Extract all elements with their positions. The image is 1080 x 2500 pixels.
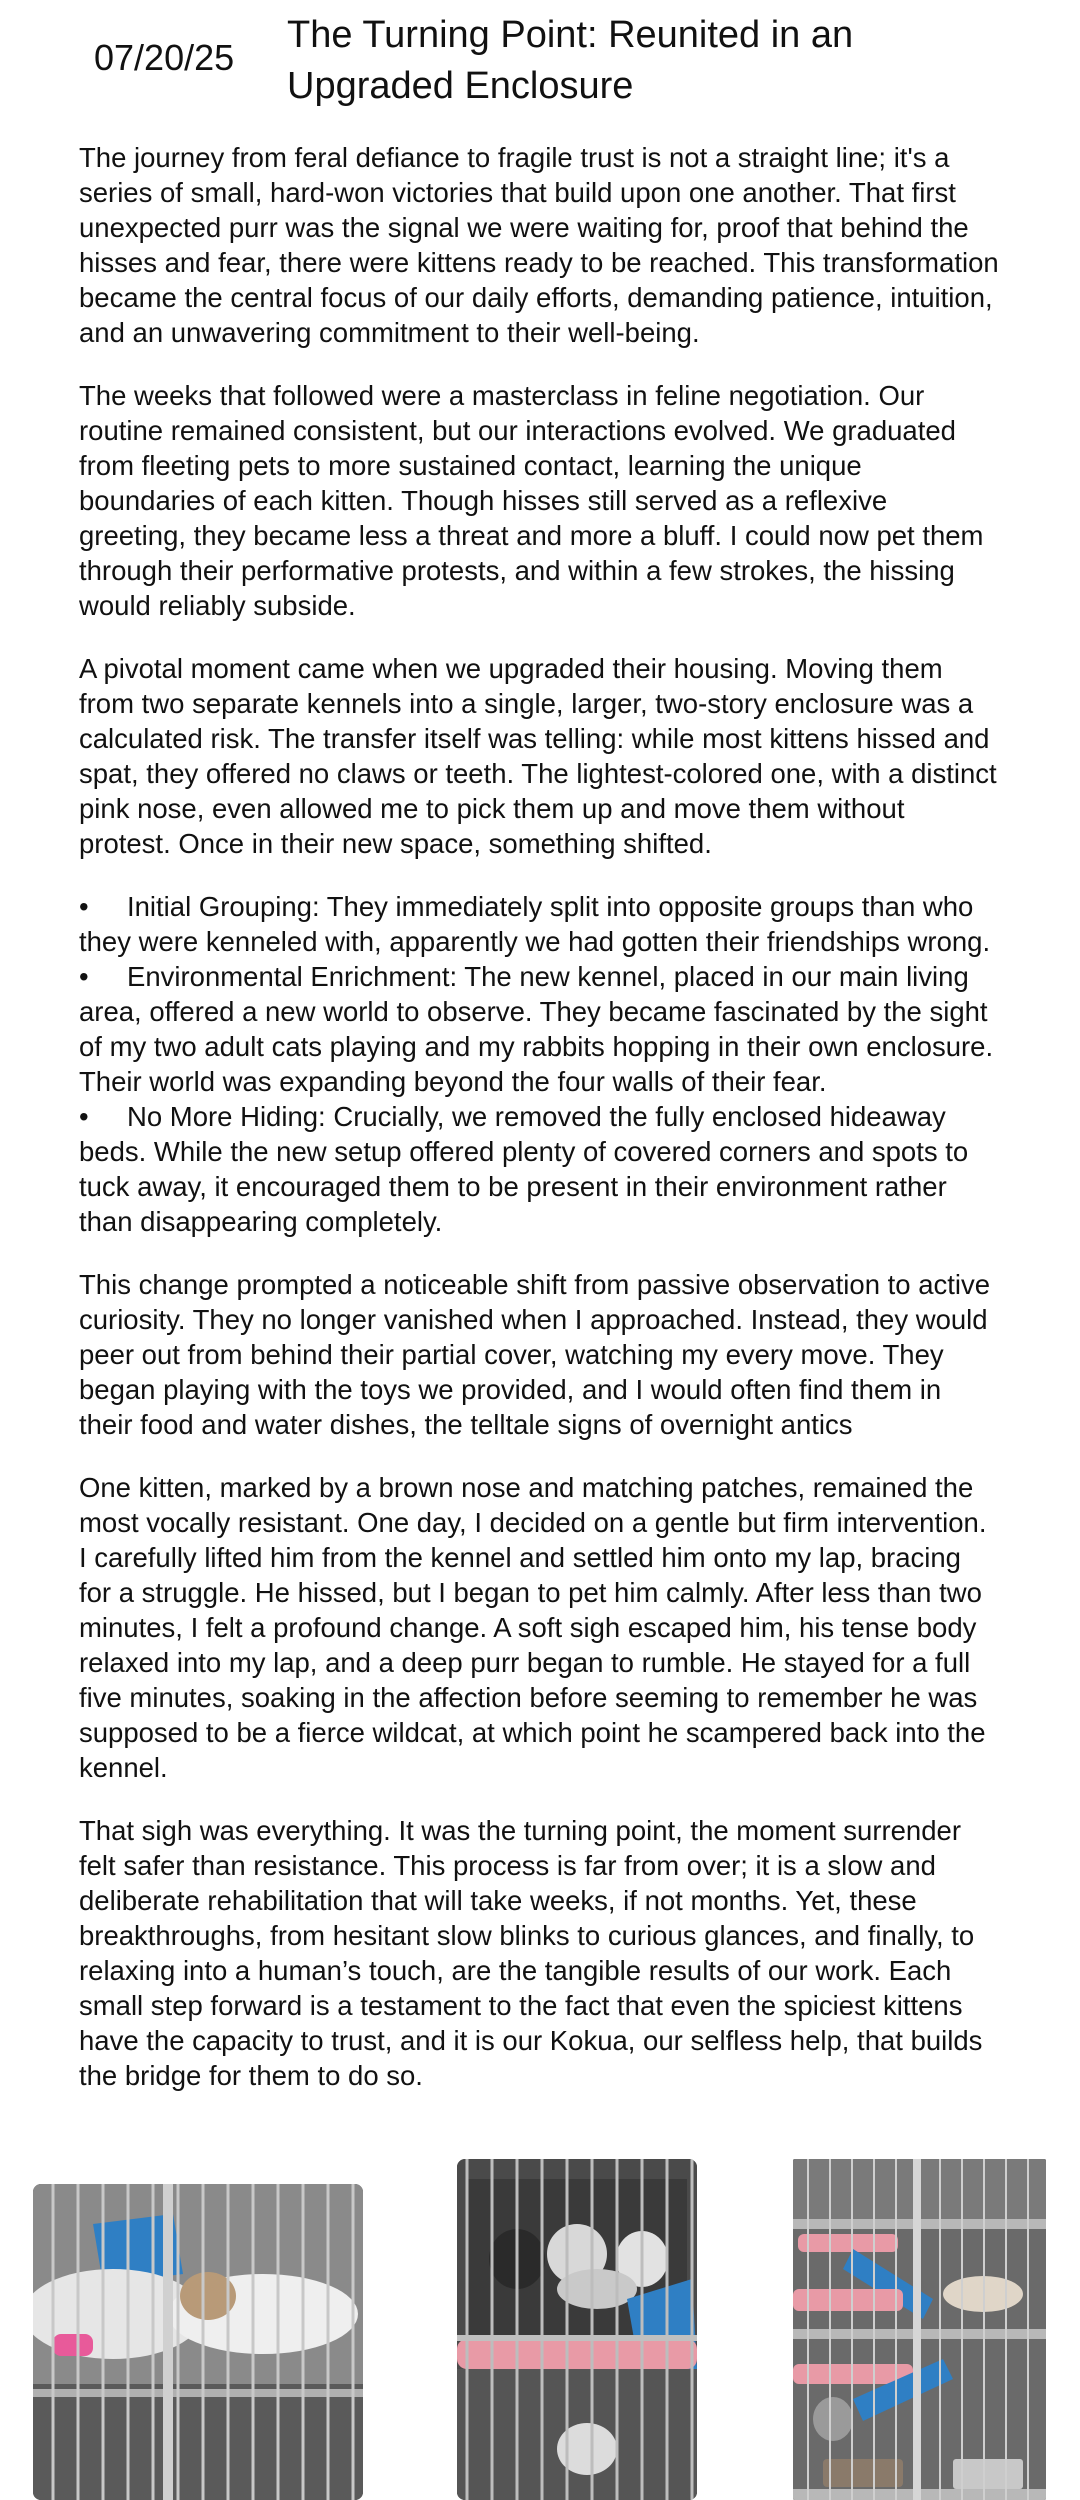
- paragraph-housing: A pivotal moment came when we upgraded their housing. Moving them from two separate kennels into a single, larger, two-story enclosure was a calculated risk. The transfer itself was telling: while most kittens hissed and spat, they offered no claws or teeth. The lightest-colored one, with a distinct pink nose, even allowed me to pick them up and move them without protest. Once in their new space, something shifted.: [79, 653, 997, 859]
- paragraph-intervention: One kitten, marked by a brown nose and matching patches, remained the most vocally resistant. One day, I decided on a gentle but firm intervention. I carefully lifted him from the kennel and settled him onto my lap, bracing for a struggle. He hissed, but I began to pet him calmly. After less than two minutes, I felt a profound change. A soft sigh escaped him, his tense body relaxed into my lap, and a deep purr began to rumble. He stayed for a full five minutes, soaking in the affection before seeming to remember he was supposed to be a fierce wildcat, at which point he scampered back into the kennel.: [79, 1472, 987, 1783]
- bullet-marker: •: [79, 891, 89, 922]
- cage-photo-image: [793, 2159, 1046, 2500]
- post-header: [0, 10, 1080, 110]
- bullet-text: Environmental Enrichment: The new kennel, placed in our main living area, offered a new world to observe. They became fascinated by the sight of my two adult cats playing and my rabbits hopping in their own enclosure. Their world was expanding beyond the four walls of their fear.: [79, 961, 994, 1097]
- cage-photo-image: [33, 2184, 363, 2500]
- list-item: [79, 959, 999, 1099]
- bullet-text: No More Hiding: Crucially, we removed the fully enclosed hideaway beds. While the new setup offered plenty of covered corners and spots to tuck away, it encouraged them to be present in their environment rather than disappearing completely.: [79, 1101, 969, 1237]
- paragraph-intro: The journey from feral defiance to fragile trust is not a straight line; it's a series of small, hard-won victories that build upon one another. That first unexpected purr was the signal we were waiting for, proof that behind the hisses and fear, there were kittens ready to be reached. This transformation became the central focus of our daily efforts, demanding patience, intuition, and an unwavering commitment to their well-being.: [79, 142, 999, 348]
- bullet-text: Initial Grouping: They immediately split into opposite groups than who they were kenneled with, apparently we had gotten their friendships wrong.: [79, 891, 991, 957]
- bullet-marker: •: [79, 961, 89, 992]
- photo-kittens-peering: [457, 2159, 697, 2500]
- article-body: [79, 140, 999, 2121]
- list-item: [79, 1099, 999, 1239]
- post-date: 07/20/25: [94, 37, 235, 78]
- paragraph-conclusion: That sigh was everything. It was the turning point, the moment surrender felt safer than resistance. This process is far from over; it is a slow and deliberate rehabilitation that will take weeks, if not months. Yet, these breakthroughs, from hesitant slow blinks to curious glances, and finally, to relaxing into a human’s touch, are the tangible results of our work. Each small step forward is a testament to the fact that even the spiciest kittens have the capacity to trust, and it is our Kokua, our selfless help, that builds the bridge for them to do so.: [79, 1815, 983, 2091]
- changes-list: [79, 889, 999, 1239]
- post-title: The Turning Point: Reunited in an Upgraded Enclosure: [287, 14, 854, 107]
- bullet-marker: •: [79, 1101, 89, 1132]
- photo-kittens-sleeping: [33, 2184, 363, 2500]
- photo-gallery: [0, 2150, 1080, 2500]
- paragraph-curiosity: This change prompted a noticeable shift from passive observation to active curiosity. They no longer vanished when I approached. Instead, they would peer out from behind their partial cover, watching my every move. They began playing with the toys we provided, and I would often find them in their food and water dishes, the telltale signs of overnight antics: [79, 1269, 991, 1440]
- list-item: [79, 889, 999, 959]
- paragraph-negotiation: The weeks that followed were a masterclass in feline negotiation. Our routine remained consistent, but our interactions evolved. We graduated from fleeting pets to more sustained contact, learning the unique boundaries of each kitten. Though hisses still served as a reflexive greeting, they became less a threat and more a bluff. I could now pet them through their performative protests, and within a few strokes, the hissing would reliably subside.: [79, 380, 984, 621]
- photo-two-story-enclosure: [793, 2159, 1046, 2500]
- cage-photo-image: [457, 2159, 697, 2500]
